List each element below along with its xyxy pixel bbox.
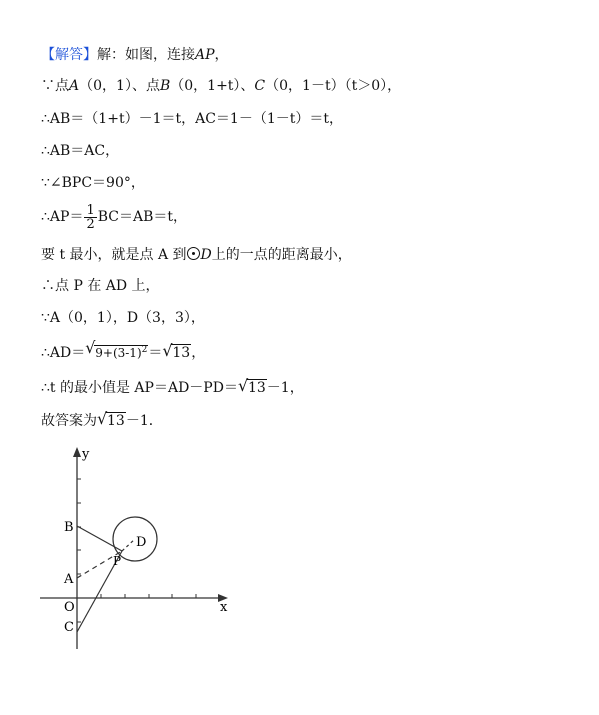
label-p: P	[113, 554, 122, 568]
line1-ap: AP	[195, 47, 215, 63]
line12-end: －1．	[125, 413, 163, 429]
radicand-13-a: 13	[172, 345, 191, 361]
radicand-13-b: 13	[247, 380, 266, 396]
label-b: B	[64, 520, 74, 535]
label-a: A	[64, 572, 74, 587]
line12-pre: 故答案为	[41, 413, 97, 429]
line2-a-val: （0，1）、点	[79, 78, 160, 94]
line10-pre: ∴AD＝	[41, 345, 86, 361]
sqrt-13-c: √ 13	[97, 409, 125, 429]
label-o: O	[64, 600, 75, 615]
line7-circle-label: D	[200, 247, 212, 263]
radicand-1: 9+(3-1)	[95, 346, 142, 360]
line7-post: 上的一点的距离最小，	[211, 247, 352, 263]
label-d: D	[136, 535, 147, 550]
line1-end: ，	[214, 47, 229, 63]
sqrt-expression: √ $9+(3-1)^2$	[85, 338, 148, 360]
line11-pre: ∴t 的最小值是 AP＝AD－PD＝	[41, 380, 238, 396]
fraction-numerator: 1	[86, 202, 95, 218]
segment-pd-dashed	[122, 539, 135, 551]
line6-post: BC＝AB＝t，	[97, 209, 188, 225]
line2-a: A	[69, 78, 80, 94]
radicand-13-c: 13	[107, 413, 125, 429]
line10-end: ，	[191, 345, 206, 361]
exponent: 2	[141, 345, 148, 355]
line10-mid: ＝	[148, 345, 163, 361]
solution-line-3: ∴AB＝（1+t）－1＝t，AC＝1－（1－t）＝t，	[41, 111, 343, 127]
line2-because: ∵点	[41, 78, 69, 94]
line6-pre: ∴AP＝	[41, 209, 84, 225]
line11-end: －1，	[266, 380, 304, 396]
label-c: C	[64, 620, 74, 635]
line2-b: B	[159, 78, 171, 94]
label-y: y	[82, 447, 90, 462]
solution-line-8: ∴点 P 在 AD 上，	[41, 278, 160, 294]
answer-tag: 【解答】	[41, 47, 97, 63]
sqrt-13-b: √ 13	[237, 376, 266, 396]
fraction-denominator: 2	[86, 216, 95, 232]
line2-c: C	[254, 78, 266, 94]
solution-line-4: ∴AB＝AC，	[41, 143, 120, 159]
line7-pre: 要 t 最小，就是点 A 到	[41, 247, 187, 263]
line2-b-val: （0，1+t）、	[170, 78, 255, 94]
y-axis-arrow-icon	[73, 447, 81, 457]
solution-line-5: ∵∠BPC＝90°，	[41, 175, 145, 191]
label-x: x	[220, 600, 228, 615]
line2-c-val: （0，1－t）（t＞0），	[265, 78, 402, 94]
sqrt-13-a: √ 13	[162, 341, 191, 361]
solution-line-9: ∵A（0，1），D（3，3），	[41, 310, 205, 326]
line1-text: 解：如图，连接	[97, 47, 195, 63]
